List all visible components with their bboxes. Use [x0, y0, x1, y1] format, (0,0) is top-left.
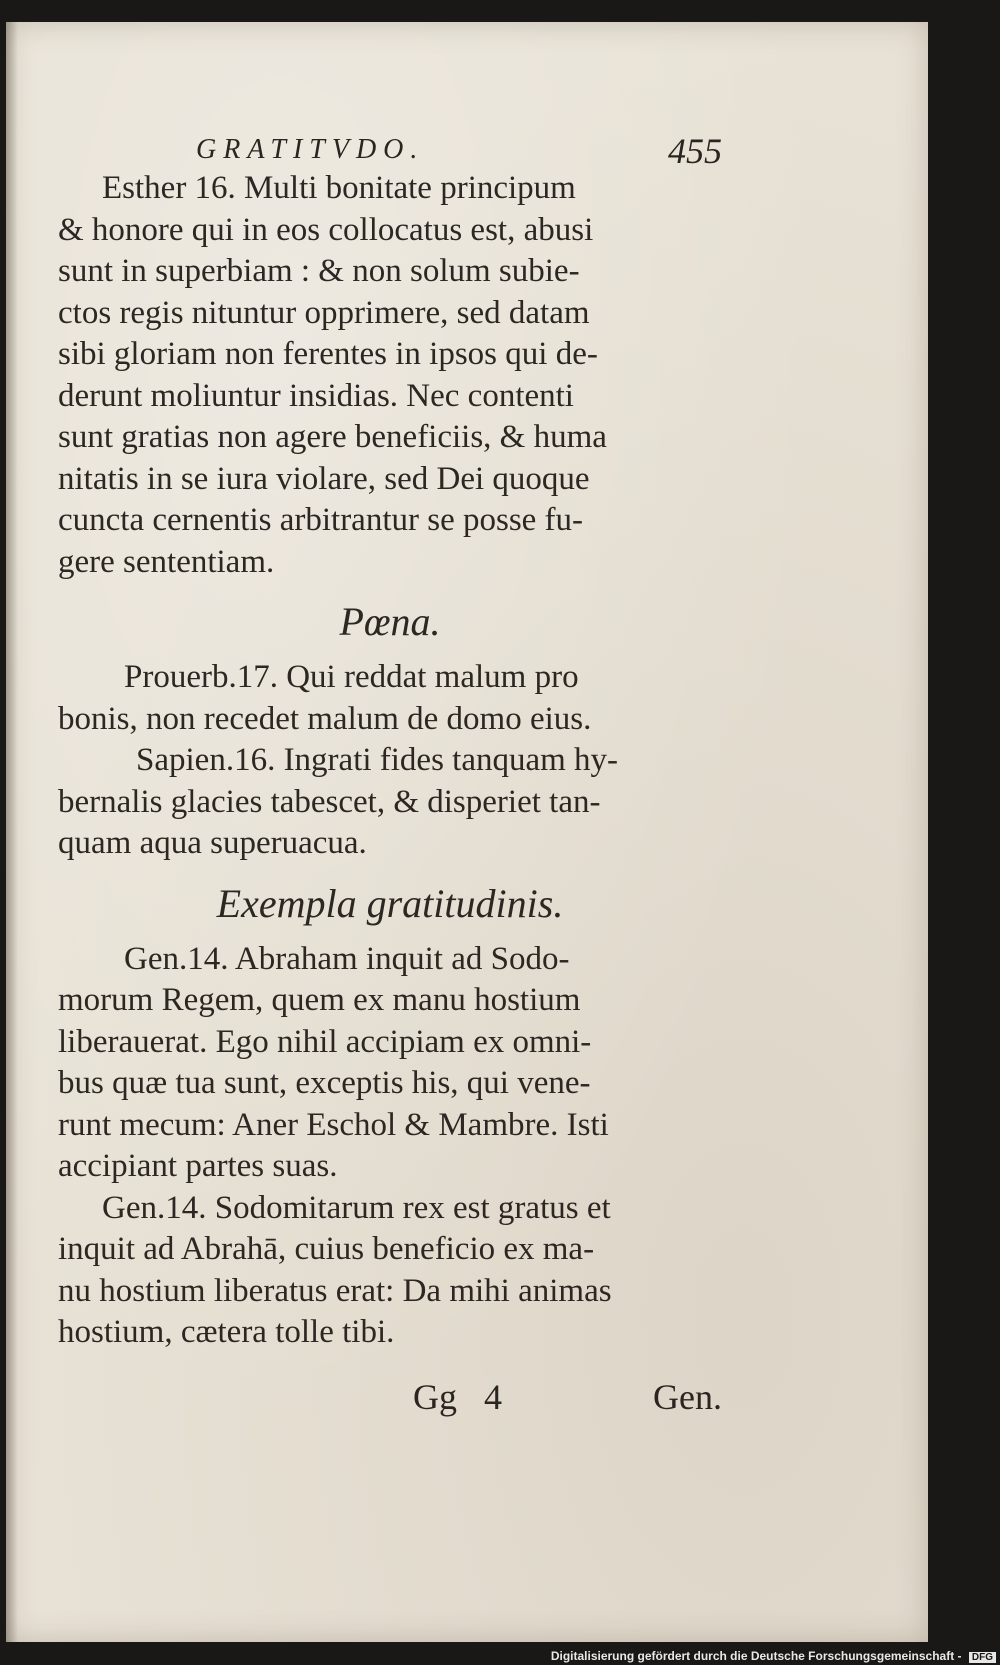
text-line: nu hostium liberatus erat: Da mihi animas — [58, 1272, 612, 1309]
paragraph-prouerb — [58, 657, 722, 740]
page-gutter-shadow — [6, 22, 18, 1642]
text-line: hostium, cætera tolle tibi. — [58, 1314, 395, 1350]
text-line: nitatis in se iura violare, sed Dei quoque — [58, 460, 590, 497]
section-heading-poena: Pœna. — [339, 599, 441, 644]
text-line: Gen.14. Sodomitarum rex est gratus et — [102, 1189, 611, 1226]
text-line: Gen.14. Abraham inquit ad Sodo- — [124, 940, 570, 977]
text-line: gere sententiam. — [58, 543, 275, 580]
digitization-credit — [551, 1649, 996, 1663]
text-line: sunt gratias non agere beneficiis, & huma — [58, 419, 607, 455]
book-page — [6, 22, 928, 1642]
text-line: ctos regis nituntur opprimere, sed datam — [58, 294, 590, 331]
text-line: & honore qui in eos collocatus est, abusi — [58, 211, 594, 248]
paragraph-gen-abraham — [58, 939, 722, 1188]
text-line: sibi gloriam non ferentes in ipsos qui de- — [58, 336, 598, 372]
text-line: bernalis glacies tabescet, & disperiet tan- — [58, 783, 601, 820]
running-head: GRATITVDO. — [196, 134, 425, 165]
text-line: bus quæ tua sunt, exceptis his, qui vene- — [58, 1065, 591, 1101]
text-line: bonis, non recedet malum de domo eius. — [58, 700, 592, 737]
text-line: liberauerat. Ego nihil accipiam ex omni- — [58, 1023, 592, 1060]
paragraph-esther — [58, 168, 722, 583]
page-footer — [58, 1376, 722, 1426]
text-line: runt mecum: Aner Eschol & Mambre. Isti — [58, 1106, 609, 1143]
text-line: accipiant partes suas. — [58, 1148, 338, 1184]
paragraph-gen-sodomitarum — [58, 1188, 722, 1354]
catchword: Gen. — [653, 1377, 722, 1417]
text-line: quam aqua superuacua. — [58, 825, 367, 861]
text-line: derunt moliuntur insidias. Nec contenti — [58, 377, 574, 414]
text-line: morum Regem, quem ex manu hostium — [58, 982, 581, 1018]
text-line: cuncta cernentis arbitrantur se posse fu- — [58, 502, 584, 538]
text-line: inquit ad Abrahā, cuius beneficio ex ma- — [58, 1231, 595, 1267]
section-heading-exempla: Exempla gratitudinis. — [216, 880, 564, 926]
credit-text: Digitalisierung gefördert durch die Deutsche Forschungsgemeinschaft - — [550, 1649, 962, 1663]
signature-mark: Gg 4 — [413, 1377, 502, 1417]
text-line: Esther 16. Multi bonitate principum — [102, 170, 576, 206]
dfg-logo-icon: DFG — [969, 1652, 996, 1663]
text-line: Prouerb.17. Qui reddat malum pro — [124, 659, 579, 695]
text-line: sunt in superbiam : & non solum subie- — [58, 253, 580, 289]
page-body — [58, 168, 722, 1354]
paragraph-sapien — [58, 740, 722, 865]
text-line: Sapien.16. Ingrati fides tanquam hy- — [136, 742, 619, 778]
page-number: 455 — [668, 131, 722, 171]
